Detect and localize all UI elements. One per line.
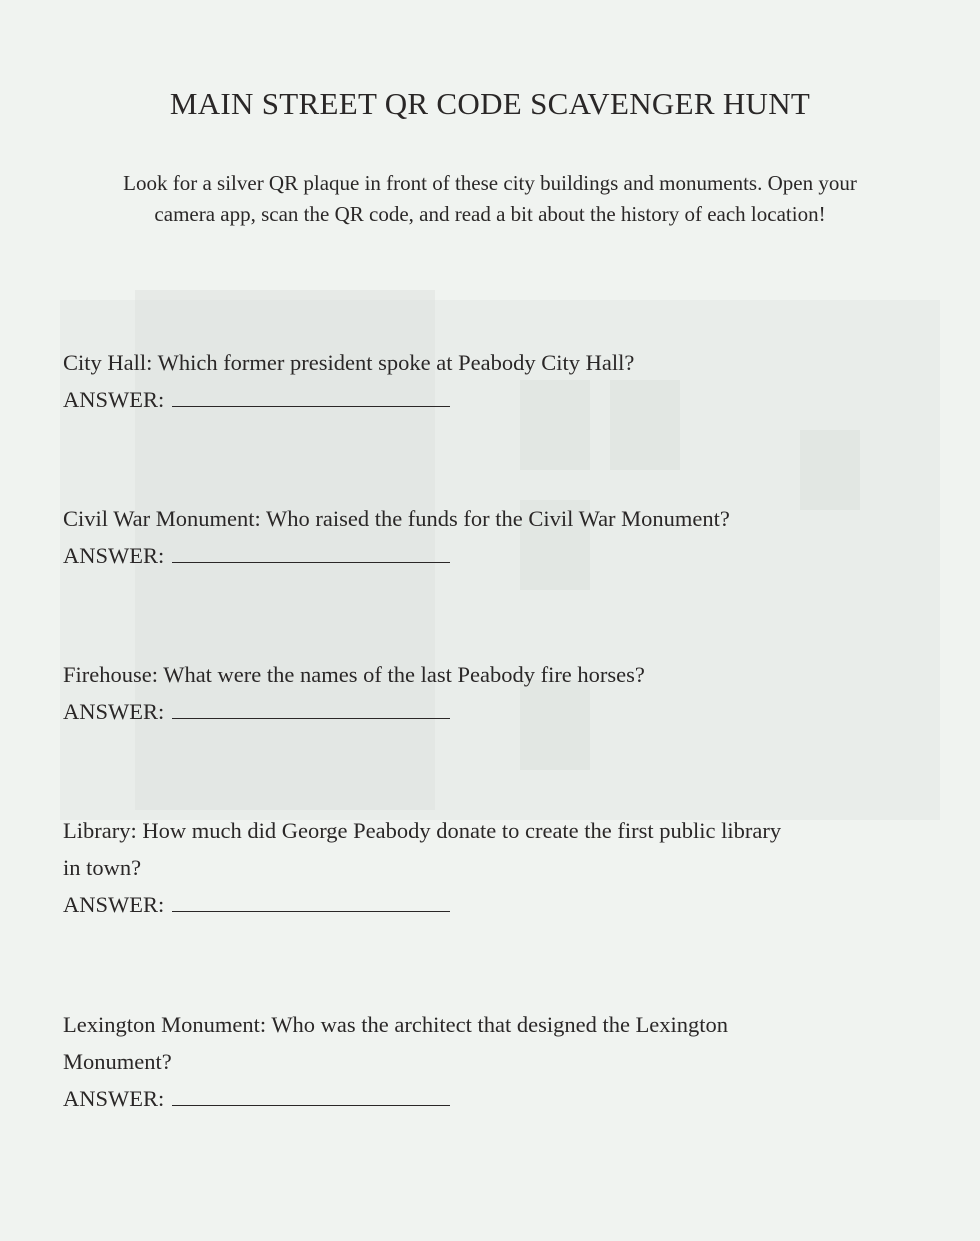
answer-blank[interactable] — [172, 893, 450, 912]
question-text: in town? — [63, 855, 142, 880]
answer-blank[interactable] — [172, 544, 450, 563]
question-civil-war-monument — [63, 500, 730, 574]
building-watermark-window — [800, 430, 860, 510]
question-text: Lexington Monument: Who was the architect that designed the Lexington — [63, 1012, 729, 1037]
question-firehouse — [63, 656, 645, 730]
question-lexington-monument — [63, 1006, 728, 1117]
intro-text — [0, 168, 980, 230]
intro-line: camera app, scan the QR code, and read a bit about the history of each location! — [154, 202, 826, 226]
answer-label: ANSWER: — [63, 1086, 165, 1111]
page-title: MAIN STREET QR CODE SCAVENGER HUNT — [169, 86, 811, 121]
answer-label: ANSWER: — [63, 543, 165, 568]
question-library — [63, 812, 781, 923]
answer-blank[interactable] — [172, 700, 450, 719]
question-text: City Hall: Which former president spoke at Peabody City Hall? — [63, 350, 635, 375]
question-text: Civil War Monument: Who raised the funds for the Civil War Monument? — [63, 506, 730, 531]
answer-blank[interactable] — [172, 388, 450, 407]
question-text: Firehouse: What were the names of the last Peabody fire horses? — [63, 662, 645, 687]
answer-label: ANSWER: — [63, 699, 165, 724]
answer-label: ANSWER: — [63, 892, 165, 917]
intro-line: Look for a silver QR plaque in front of these city buildings and monuments. Open your — [123, 171, 857, 195]
question-text: Library: How much did George Peabody donate to create the first public library — [63, 818, 782, 843]
answer-label: ANSWER: — [63, 387, 165, 412]
question-city-hall — [63, 344, 634, 418]
answer-blank[interactable] — [172, 1087, 450, 1106]
question-text: Monument? — [63, 1049, 172, 1074]
